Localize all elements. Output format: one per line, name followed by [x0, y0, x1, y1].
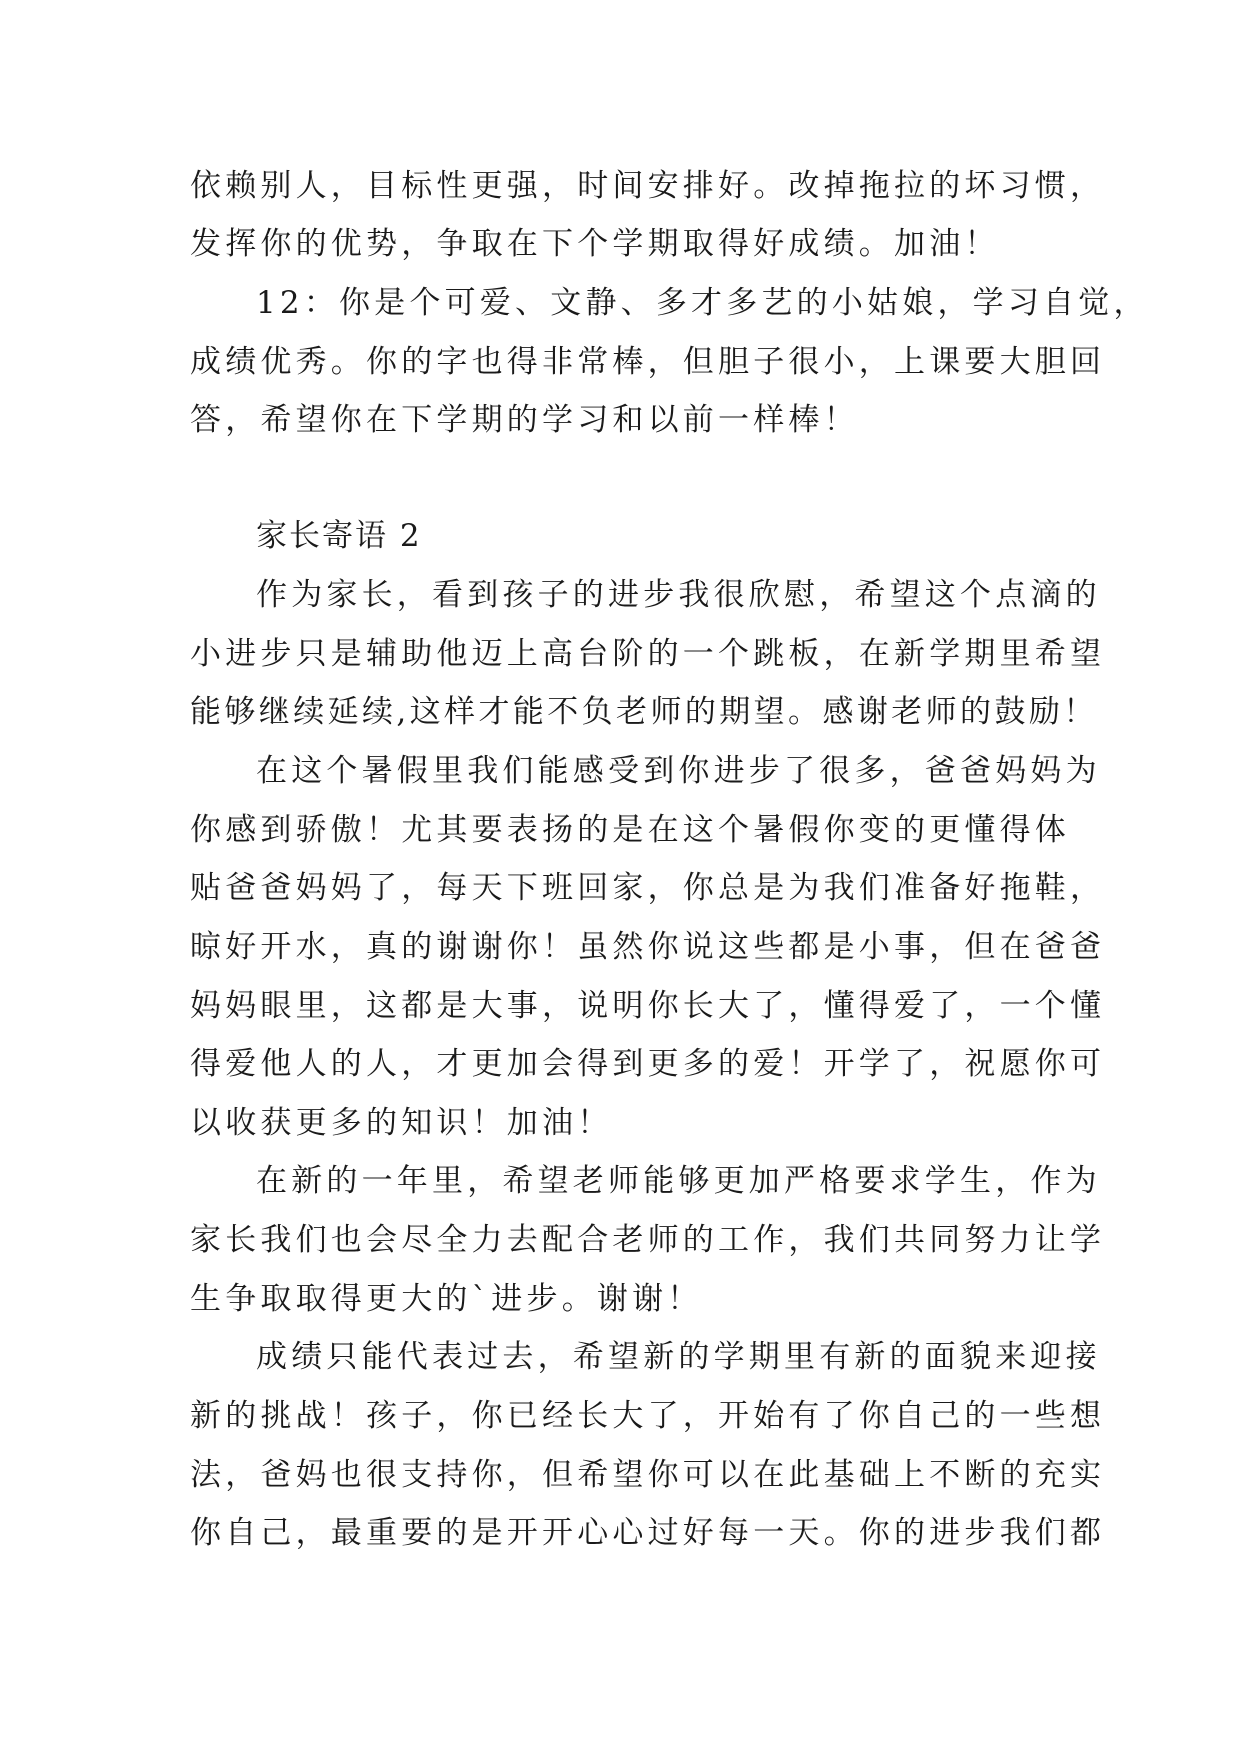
text-line: 12：你是个可爱、文静、多才多艺的小姑娘，学习自觉， — [256, 285, 1149, 321]
text-line: 作为家长，看到孩子的进步我很欣慰，希望这个点滴的 — [256, 577, 1101, 613]
text-line: 发挥你的优势，争取在下个学期取得好成绩。加油！ — [190, 226, 1000, 262]
text-line: 小进步只是辅助他迈上高台阶的一个跳板，在新学期里希望 — [190, 636, 1106, 672]
text-line: 法，爸妈也很支持你，但希望你可以在此基础上不断的充实 — [190, 1457, 1106, 1493]
text-line: 晾好开水，真的谢谢你！虽然你说这些都是小事，但在爸爸 — [190, 929, 1106, 965]
text-line: 在这个暑假里我们能感受到你进步了很多，爸爸妈妈为 — [256, 753, 1101, 789]
text-line: 得爱他人的人，才更加会得到更多的爱！开学了，祝愿你可 — [190, 1046, 1106, 1082]
text-line: 妈妈眼里，这都是大事，说明你长大了，懂得爱了，一个懂 — [190, 988, 1106, 1024]
text-line: 以收获更多的知识！加油！ — [190, 1105, 613, 1141]
text-line: 答，希望你在下学期的学习和以前一样棒！ — [190, 402, 859, 438]
text-line: 依赖别人，目标性更强，时间安排好。改掉拖拉的坏习惯， — [190, 168, 1106, 204]
text-line: 你自己，最重要的是开开心心过好每一天。你的进步我们都 — [190, 1515, 1106, 1551]
text-line: 贴爸爸妈妈了，每天下班回家，你总是为我们准备好拖鞋， — [190, 870, 1106, 906]
text-line: 生争取取得更大的`进步。谢谢！ — [190, 1281, 703, 1317]
text-line: 家长我们也会尽全力去配合老师的工作，我们共同努力让学 — [190, 1222, 1106, 1258]
text-line: 你感到骄傲！尤其要表扬的是在这个暑假你变的更懂得体 — [190, 812, 1070, 848]
text-line: 能够继续延续,这样才能不负老师的期望。感谢老师的鼓励！ — [190, 694, 1098, 730]
section-heading: 家长寄语 2 — [256, 518, 422, 554]
text-line: 新的挑战！孩子，你已经长大了，开始有了你自己的一些想 — [190, 1398, 1106, 1434]
text-line: 成绩优秀。你的字也得非常棒，但胆子很小，上课要大胆回 — [190, 344, 1106, 380]
text-line: 在新的一年里，希望老师能够更加严格要求学生，作为 — [256, 1163, 1101, 1199]
text-line: 成绩只能代表过去，希望新的学期里有新的面貌来迎接 — [256, 1339, 1101, 1375]
